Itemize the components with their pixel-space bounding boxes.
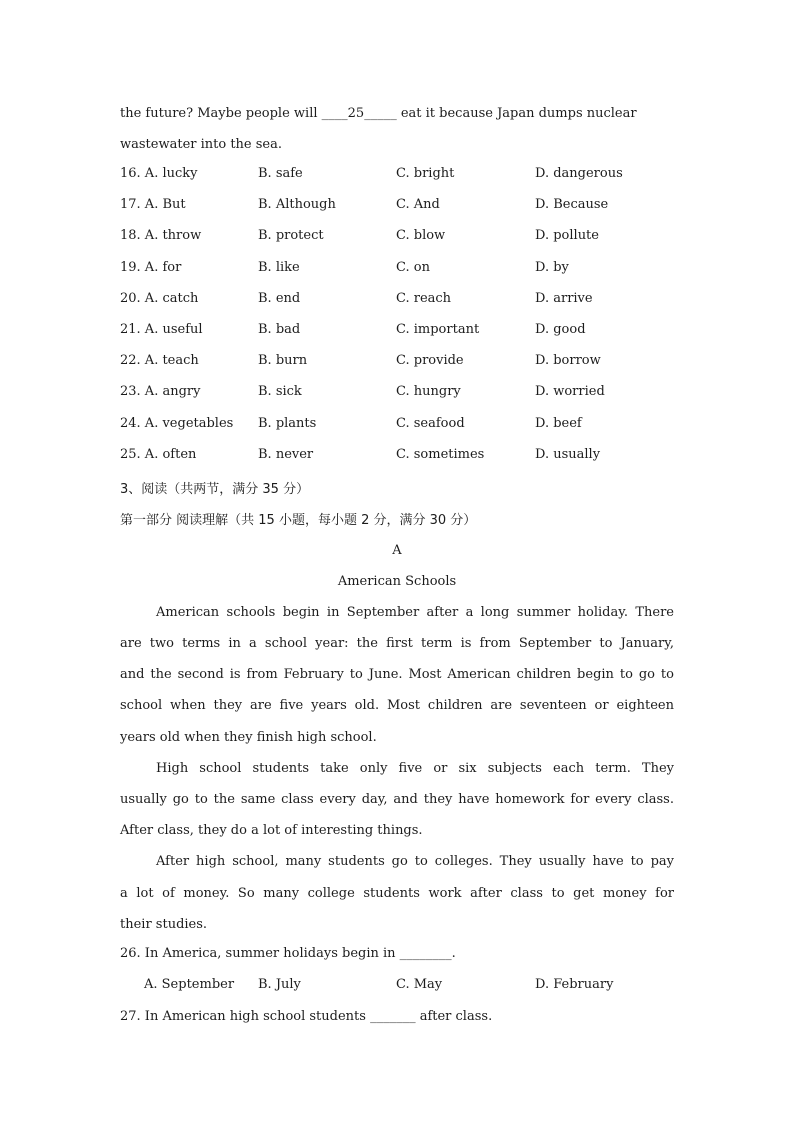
option-c: C. And <box>396 197 440 212</box>
option-d: D. Because <box>535 197 609 212</box>
option-d: D. worried <box>535 384 605 399</box>
cloze-question-row <box>120 384 720 402</box>
cloze-question-row <box>120 197 720 215</box>
paragraph-2-line-2: usually go to the same class every day, and they have homework for every class. <box>120 792 674 807</box>
option-c: C. May <box>396 977 443 992</box>
option-a: 21. A. useful <box>120 322 203 337</box>
passage-title: American Schools <box>337 574 457 589</box>
cloze-question-row <box>120 322 720 340</box>
option-c: C. bright <box>396 166 455 181</box>
cloze-question-row <box>120 447 720 465</box>
option-a: 25. A. often <box>120 447 197 462</box>
question-26: 26. In America, summer holidays begin in ________. <box>120 946 456 961</box>
paragraph-1-line-1: American schools begin in September after a long summer holiday. There <box>156 605 674 620</box>
option-c: C. sometimes <box>396 447 485 462</box>
option-b: B. plants <box>258 416 317 431</box>
cloze-question-row <box>120 166 720 184</box>
passage-tail-line-2: wastewater into the sea. <box>120 137 282 152</box>
option-b: B. burn <box>258 353 308 368</box>
option-d: D. arrive <box>535 291 593 306</box>
option-a: A. September <box>144 977 235 992</box>
part-heading: 第一部分 阅读理解（共 15 小题，每小题 2 分，满分 30 分） <box>120 513 477 528</box>
option-d: D. dangerous <box>535 166 623 181</box>
paragraph-1-line-5: years old when they finish high school. <box>120 730 377 745</box>
option-b: B. like <box>258 260 300 275</box>
option-c: C. seafood <box>396 416 465 431</box>
option-b: B. July <box>258 977 301 992</box>
option-a: 18. A. throw <box>120 228 202 243</box>
option-a: 17. A. But <box>120 197 186 212</box>
option-b: B. end <box>258 291 301 306</box>
option-b: B. sick <box>258 384 302 399</box>
cloze-question-row <box>120 260 720 278</box>
option-b: B. Although <box>258 197 336 212</box>
option-d: D. beef <box>535 416 582 431</box>
option-a: 20. A. catch <box>120 291 199 306</box>
option-d: D. by <box>535 260 569 275</box>
paragraph-1-line-4: school when they are five years old. Most children are seventeen or eighteen <box>120 698 674 713</box>
option-d: D. usually <box>535 447 601 462</box>
cloze-question-row <box>120 228 720 246</box>
option-c: C. blow <box>396 228 446 243</box>
option-a: 24. A. vegetables <box>120 416 234 431</box>
option-b: B. bad <box>258 322 301 337</box>
paragraph-1-line-3: and the second is from February to June. Most American children begin to go to <box>120 667 674 682</box>
option-b: B. never <box>258 447 314 462</box>
option-a: 22. A. teach <box>120 353 199 368</box>
paragraph-3-line-2: a lot of money. So many college students work after class to get money for <box>120 886 674 901</box>
option-d: D. borrow <box>535 353 601 368</box>
option-a: 23. A. angry <box>120 384 201 399</box>
paragraph-1-line-2: are two terms in a school year: the first term is from September to January, <box>120 636 674 651</box>
option-d: D. good <box>535 322 586 337</box>
paragraph-2-line-3: After class, they do a lot of interesting things. <box>120 823 423 838</box>
option-c: C. hungry <box>396 384 461 399</box>
passage-text: the future? Maybe people will <box>120 106 322 121</box>
cloze-question-row <box>120 291 720 309</box>
paragraph-3-line-3: their studies. <box>120 917 208 932</box>
blank-25: ____25_____ <box>321 106 397 121</box>
option-d: D. pollute <box>535 228 599 243</box>
option-c: C. provide <box>396 353 464 368</box>
option-b: B. protect <box>258 228 324 243</box>
passage-text: eat it because Japan dumps nuclear <box>396 106 637 121</box>
passage-tail-line-1 <box>120 106 674 121</box>
option-a: 19. A. for <box>120 260 182 275</box>
paragraph-3-line-1: After high school, many students go to colleges. They usually have to pay <box>156 854 674 869</box>
paragraph-2-line-1: High school students take only five or six subjects each term. They <box>156 761 674 776</box>
option-c: C. reach <box>396 291 452 306</box>
passage-letter: A <box>392 543 402 558</box>
cloze-question-row <box>120 416 720 434</box>
question-27: 27. In American high school students _______ after class. <box>120 1009 493 1024</box>
section-heading: 3、阅读（共两节，满分 35 分） <box>120 482 310 497</box>
option-c: C. on <box>396 260 430 275</box>
option-a: 16. A. lucky <box>120 166 198 181</box>
option-d: D. February <box>535 977 614 992</box>
option-b: B. safe <box>258 166 303 181</box>
option-c: C. important <box>396 322 480 337</box>
cloze-question-row <box>120 353 720 371</box>
question-26-options <box>120 977 720 995</box>
